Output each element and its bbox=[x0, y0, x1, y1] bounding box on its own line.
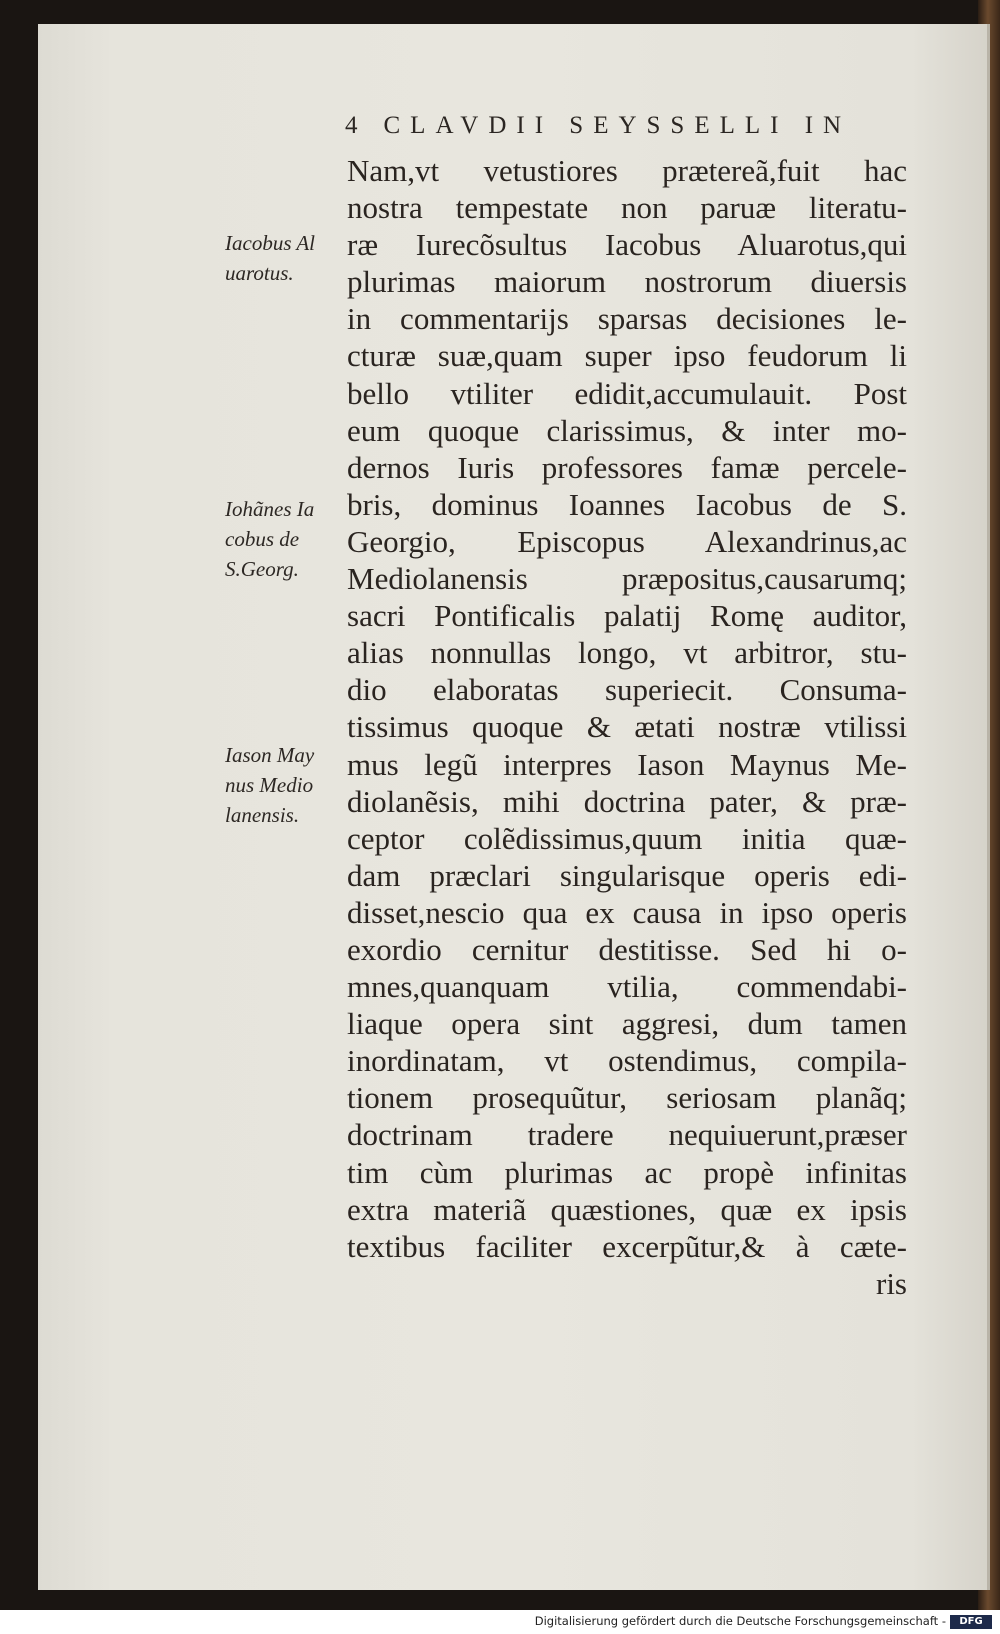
marginal-note-alvarotus bbox=[225, 228, 350, 288]
marginal-note-line: S.Georg. bbox=[225, 557, 299, 581]
marginal-note-line: Iason May bbox=[225, 743, 315, 767]
marginal-note-iason-maynus bbox=[225, 740, 350, 830]
text-line: alias nonnullas longo, vt arbitror, stu- bbox=[347, 635, 907, 671]
text-line: tissimus quoque & ætati nostræ vtilissi bbox=[347, 709, 907, 745]
text-line: ræ Iurecõsultus Iacobus Aluarotus,qui bbox=[347, 227, 907, 263]
marginal-note-line: Iacobus Al bbox=[225, 231, 316, 255]
marginal-note-line: nus Medio bbox=[225, 773, 314, 797]
text-line: doctrinam tradere nequiuerunt,præser bbox=[347, 1117, 907, 1153]
text-line: Nam,vt vetustiores prætereã,fuit hac bbox=[347, 153, 907, 188]
text-line: Georgio, Episcopus Alexandrinus,ac bbox=[347, 523, 907, 559]
text-line: mus legũ interpres Iason Maynus Me- bbox=[347, 746, 907, 782]
text-line: extra materiã quæstiones, quæ ex ipsis bbox=[347, 1191, 907, 1227]
text-line: sacri Pontificalis palatij Romę auditor, bbox=[347, 598, 907, 634]
marginal-note-line: Iohãnes Ia bbox=[225, 497, 315, 521]
catchword: ris bbox=[876, 1265, 907, 1301]
text-line: liaque opera sint aggresi, dum tamen bbox=[347, 1006, 907, 1042]
text-line: tionem prosequũtur, seriosam planãq; bbox=[347, 1080, 907, 1116]
funding-credit: Digitalisierung gefördert durch die Deutsche Forschungsgemeinschaft - bbox=[534, 1614, 946, 1628]
text-line: in commentarijs sparsas decisiones le- bbox=[347, 301, 907, 337]
text-line: dam præclari singularisque operis edi- bbox=[347, 857, 907, 893]
text-line: inordinatam, vt ostendimus, compila- bbox=[347, 1043, 907, 1079]
text-line: diolanẽsis, mihi doctrina pater, & præ- bbox=[347, 783, 907, 819]
marginal-note-de-s-georgio bbox=[225, 494, 350, 584]
text-line: bris, dominus Ioannes Iacobus de S. bbox=[347, 486, 907, 522]
text-line: tim cùm plurimas ac propè infinitas bbox=[347, 1154, 907, 1190]
marginal-note-line: cobus de bbox=[225, 527, 300, 551]
dfg-logo-icon: DFG bbox=[950, 1615, 992, 1629]
digitization-footer bbox=[0, 1610, 1000, 1634]
marginal-note-line: lanensis. bbox=[225, 803, 300, 827]
marginal-note-line: uarotus. bbox=[225, 261, 294, 285]
text-line: Mediolanensis præpositus,causarumq; bbox=[347, 561, 907, 597]
text-line: textibus faciliter excerpũtur,& à cæte- bbox=[347, 1228, 907, 1264]
main-text-block bbox=[347, 152, 907, 1302]
page-number: 4 bbox=[345, 112, 358, 139]
running-head-title: CLAVDII SEYSSELLI IN bbox=[383, 112, 852, 139]
text-line: dio elaboratas superiecit. Consuma- bbox=[347, 672, 907, 708]
text-line: nostra tempestate non paruæ literatu- bbox=[347, 190, 907, 226]
text-line: eum quoque clarissimus, & inter mo- bbox=[347, 412, 907, 448]
running-head bbox=[345, 112, 915, 140]
text-line: bello vtiliter edidit,accumulauit. Post bbox=[347, 375, 907, 411]
text-line: cturæ suæ,quam super ipso feudorum li bbox=[347, 338, 907, 374]
text-line: plurimas maiorum nostrorum diuersis bbox=[347, 264, 907, 300]
text-line: mnes,quanquam vtilia, commendabi- bbox=[347, 969, 907, 1005]
text-line: disset,nescio qua ex causa in ipso operis bbox=[347, 894, 907, 930]
text-line: exordio cernitur destitisse. Sed hi o- bbox=[347, 931, 907, 967]
text-line: dernos Iuris professores famæ percele- bbox=[347, 449, 907, 485]
text-line: ceptor colẽdissimus,quum initia quæ- bbox=[347, 820, 907, 856]
